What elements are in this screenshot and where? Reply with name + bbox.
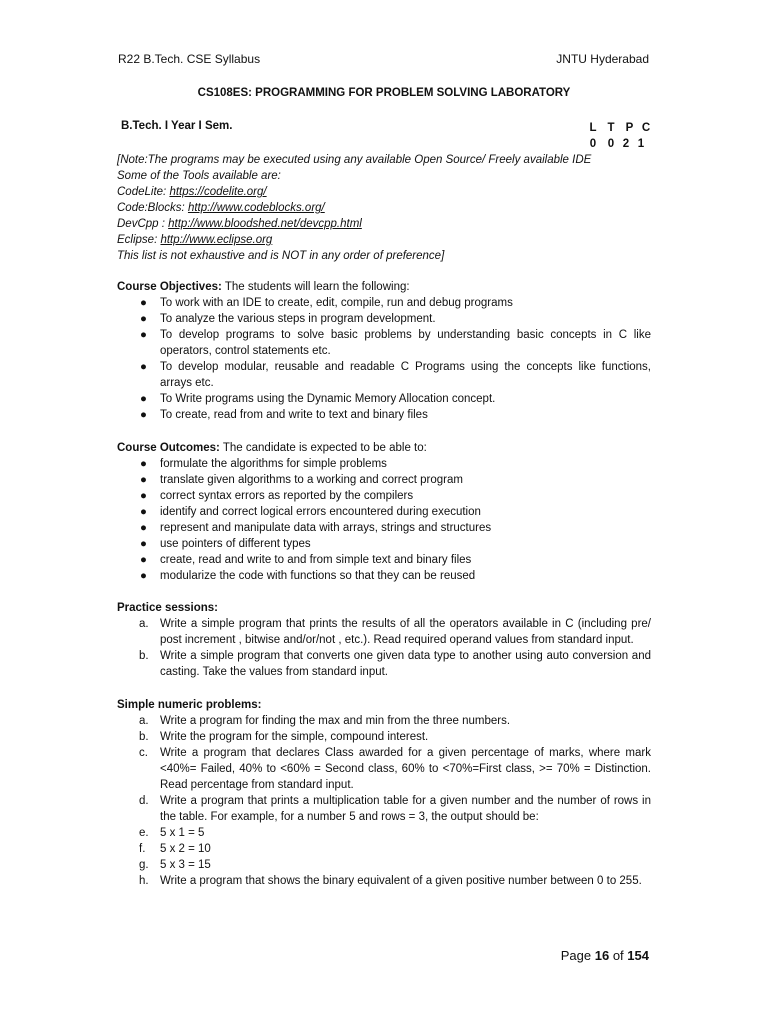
ltpc-table [584,120,653,152]
outcomes-heading: Course Outcomes: [117,442,220,454]
objective-item: ● To develop programs to solve basic problems by understanding basic concepts in C like operators, control statements etc. [140,329,651,357]
bullet-icon: ● [140,409,147,421]
simple-numeric-problems [117,697,651,889]
bullet-icon: ● [140,506,147,518]
outcome-item: ● translate given algorithms to a working and correct program [140,474,463,486]
objectives-intro: The students will learn the following: [221,281,410,293]
objective-item: ● To Write programs using the Dynamic Memory Allocation concept. [140,393,496,405]
problem-item: c. Write a program that declares Class awarded for a given percentage of marks, where mark <40%= Failed, 40% to <60% = Second class, 60% to <70%=First class, >= 70% = Distinction. Read percentage from standard input. [139,747,651,791]
practice-item: b. Write a simple program that converts one given data type to another using auto conversion and casting. Take the values from standard input. [139,650,651,678]
numeric-heading: Simple numeric problems: [117,699,262,711]
ltpc-label-t: T [607,122,615,134]
total-pages: 154 [627,948,649,963]
problem-item: e. 5 x 1 = 5 [139,827,205,839]
tool-codeblocks: Code:Blocks: http://www.codeblocks.org/ [117,202,325,214]
ltpc-label-c: C [641,122,651,134]
course-objectives [117,279,651,423]
ltpc-value-l: 0 [589,138,597,150]
note-line: Some of the Tools available are: [117,170,281,182]
problem-item: a. Write a program for finding the max and min from the three numbers. [139,715,511,727]
link-devcpp[interactable]: http://www.bloodshed.net/devcpp.html [168,218,362,230]
link-codeblocks[interactable]: http://www.codeblocks.org/ [187,202,325,214]
problem-item: f. 5 x 2 = 10 [139,843,211,855]
bullet-icon: ● [140,522,147,534]
bullet-icon: ● [140,490,147,502]
outcome-item: ● create, read and write to and from simple text and binary files [140,554,472,566]
ltpc-values [584,136,653,152]
outcome-item: ● formulate the algorithms for simple problems [140,458,387,470]
course-title: CS108ES: PROGRAMMING FOR PROBLEM SOLVING LABORATORY [197,87,571,99]
ltpc-labels [584,120,653,136]
problem-item: h. Write a program that shows the binary equivalent of a given positive number between 0 to 255. [139,875,642,887]
outcome-item: ● represent and manipulate data with arrays, strings and structures [140,522,492,534]
practice-heading: Practice sessions: [117,602,219,614]
header-right: JNTU Hyderabad [556,52,649,66]
bullet-icon: ● [140,554,147,566]
objective-item: ● To analyze the various steps in program development. [140,313,436,325]
page-number: Page 16 of 154 [560,948,649,963]
bullet-icon: ● [140,474,147,486]
objectives-heading: Course Objectives: [117,281,222,293]
bullet-icon: ● [140,570,147,582]
tool-devcpp: DevCpp : http://www.bloodshed.net/devcpp.html [117,218,362,230]
outcome-item: ● use pointers of different types [140,538,311,550]
problem-item: g. 5 x 3 = 15 [139,859,211,871]
ltpc-value-t: 0 [607,138,615,150]
bullet-icon: ● [140,393,147,405]
ltpc-label-l: L [589,122,597,134]
semester-label: B.Tech. I Year I Sem. [121,120,233,132]
outcome-item: ● modularize the code with functions so that they can be reused [140,570,476,582]
bullet-icon: ● [140,538,147,550]
practice-sessions [117,600,651,680]
ltpc-label-p: P [625,122,634,134]
course-outcomes [117,440,651,584]
bullet-icon: ● [140,329,147,341]
practice-item: a. Write a simple program that prints the results of all the operators available in C (including pre/ post increment , bitwise and/or/not , etc.). Read required operand values from standard input. [139,618,651,646]
bullet-icon: ● [140,313,147,325]
problem-item: d. Write a program that prints a multiplication table for a given number and the number of rows in the table. For example, for a number 5 and rows = 3, the output should be: [139,795,651,823]
outcomes-intro: The candidate is expected to be able to: [219,442,427,454]
tool-codelite: CodeLite: https://codelite.org/ [117,186,267,198]
link-codelite[interactable]: https://codelite.org/ [169,186,267,198]
note-line: [Note:The programs may be executed using any available Open Source/ Freely available IDE [117,154,592,166]
ltpc-value-p: 2 [622,138,630,150]
problem-item: b. Write the program for the simple, compound interest. [139,731,429,743]
bullet-icon: ● [140,297,147,309]
bullet-icon: ● [140,361,147,373]
ltpc-value-c: 1 [637,138,645,150]
current-page: 16 [594,948,610,963]
objective-item: ● To create, read from and write to text and binary files [140,409,428,421]
tool-eclipse: Eclipse: http://www.eclipse.org [117,234,273,246]
link-eclipse[interactable]: http://www.eclipse.org [160,234,273,246]
bullet-icon: ● [140,458,147,470]
objective-item: ● To work with an IDE to create, edit, compile, run and debug programs [140,297,513,309]
outcome-item: ● identify and correct logical errors encountered during execution [140,506,481,518]
objective-item: ● To develop modular, reusable and readable C Programs using the concepts like functions, arrays etc. [140,361,651,389]
header-left: R22 B.Tech. CSE Syllabus [118,52,261,66]
tools-note [117,152,591,264]
note-line: This list is not exhaustive and is NOT in any order of preference] [117,250,445,262]
outcome-item: ● correct syntax errors as reported by the compilers [140,490,414,502]
